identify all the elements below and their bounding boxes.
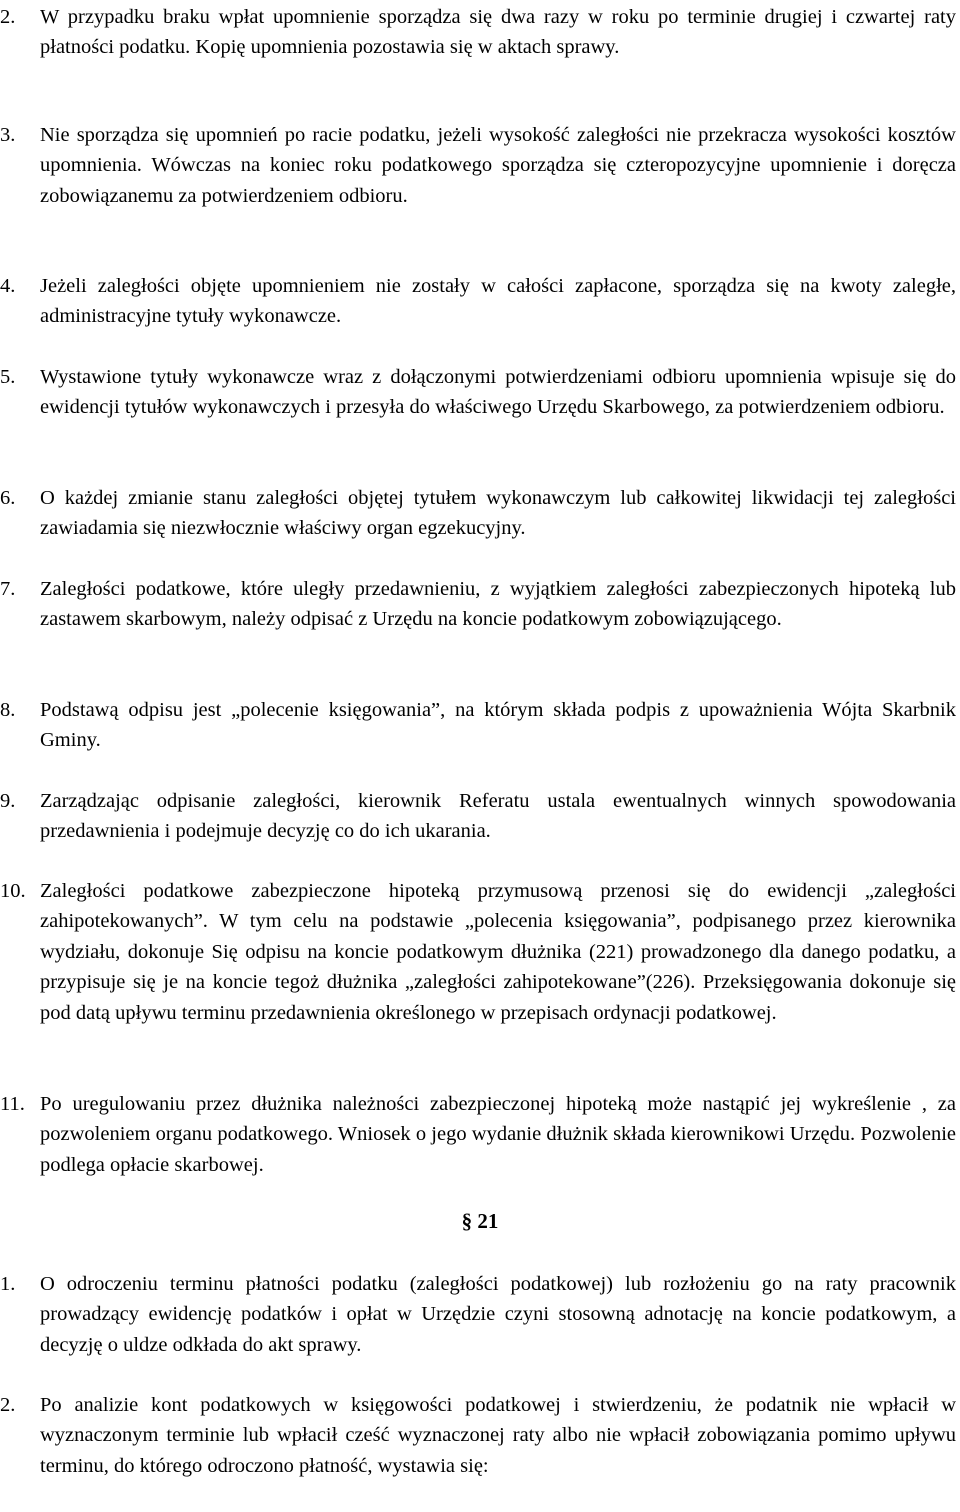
item-number: 4. [0,275,16,297]
item-text: Po analizie kont podatkowych w księgowości podatkowej i stwierdzeniu, że podatnik nie wpłacił w wyznaczonym terminie lub wpłacił cześć wyznaczonej raty albo nie wpłacił zobowiązania pomimo upływu terminu, do którego odroczono płatność, wystawia się: [40,1394,956,1477]
list-item [0,2,960,63]
item-text: W przypadku braku wpłat upomnienie sporządza się dwa razy w roku po terminie drugiej i czwartej raty płatności podatku. Kopię upomnienia pozostawia się w aktach sprawy. [40,6,956,59]
item-number: 8. [0,699,16,721]
item-text: Zaległości podatkowe, które uległy przedawnieniu, z wyjątkiem zaległości zabezpieczonych hipoteką lub zastawem skarbowym, należy odpisać z Urzędu na koncie podatkowym zobowiązującego. [40,578,956,631]
item-number: 5. [0,366,16,388]
list-item [0,1390,960,1481]
list-item [0,362,960,423]
item-number: 2. [0,6,16,28]
item-text: Zaległości podatkowe zabezpieczone hipoteką przymusową przenosi się do ewidencji „zaległości zahipotekowanych”. W tym celu na podstawie „polecenia księgowania”, podpisanego przez kierownika wydziału, dokonuje Się odpisu na koncie podatkowym dłużnika (221) prowadzonego dla danego podatku, a przypisuje się je na koncie tegoż dłużnika „zaległości zahipotekowane”(226). Przeksięgowania dokonuje się pod datą upływu terminu przedawnienia określonego w przepisach ordynacji podatkowej. [40,880,956,1024]
list-item [0,876,960,1028]
item-text: O odroczeniu terminu płatności podatku (zaległości podatkowej) lub rozłożeniu go na raty pracownik prowadzący ewidencję podatków i opłat w Urzędzie czyni stosowną adnotację na koncie podatkowym, a decyzję o uldze odkłada do akt sprawy. [40,1273,956,1356]
item-text: Wystawione tytuły wykonawcze wraz z dołączonymi potwierdzeniami odbioru upomnienia wpisuje się do ewidencji tytułów wykonawczych i przesyła do właściwego Urzędu Skarbowego, za potwierdzeniem odbioru. [40,366,956,419]
item-number: 7. [0,578,16,600]
list-item [0,786,960,847]
list-item [0,120,960,211]
list-item [0,271,960,332]
item-number: 6. [0,487,16,509]
list-item [0,483,960,544]
item-text: Jeżeli zaległości objęte upomnieniem nie zostały w całości zapłacone, sporządza się na kwoty zaległe, administracyjne tytuły wykonawcze. [40,275,956,328]
item-number: 3. [0,124,16,146]
item-text: O każdej zmianie stanu zaległości objętej tytułem wykonawczym lub całkowitej likwidacji tej zaległości zawiadamia się niezwłocznie właściwy organ egzekucyjny. [40,487,956,540]
item-text: Podstawą odpisu jest „polecenie księgowania”, na którym składa podpis z upoważnienia Wójta Skarbnik Gminy. [40,699,956,752]
list-item [0,1269,960,1360]
item-number: 11. [0,1093,25,1115]
item-text: Nie sporządza się upomnień po racie podatku, jeżeli wysokość zaległości nie przekracza wysokości kosztów upomnienia. Wówczas na koniec roku podatkowego sporządza się czteropozycyjne upomnienie i doręcza zobowiązanemu za potwierdzeniem odbioru. [40,124,956,207]
list-item [0,1089,960,1180]
list-item [0,574,960,635]
item-number: 10. [0,880,26,902]
item-number: 9. [0,790,16,812]
item-number: 1. [0,1273,16,1295]
item-number: 2. [0,1394,16,1416]
section-heading: § 21 [461,1209,499,1233]
list-item [0,695,960,756]
item-text: Po uregulowaniu przez dłużnika należności zabezpieczonej hipoteką może nastąpić jej wykreślenie , za pozwoleniem organu podatkowego. Wniosek o jego wydanie dłużnik składa kierownikowi Urzędu. Pozwolenie podlega opłacie skarbowej. [40,1093,956,1176]
item-text: Zarządzając odpisanie zaległości, kierownik Referatu ustala ewentualnych winnych spowodowania przedawnienia i podejmuje decyzję co do ich ukarania. [40,790,956,843]
